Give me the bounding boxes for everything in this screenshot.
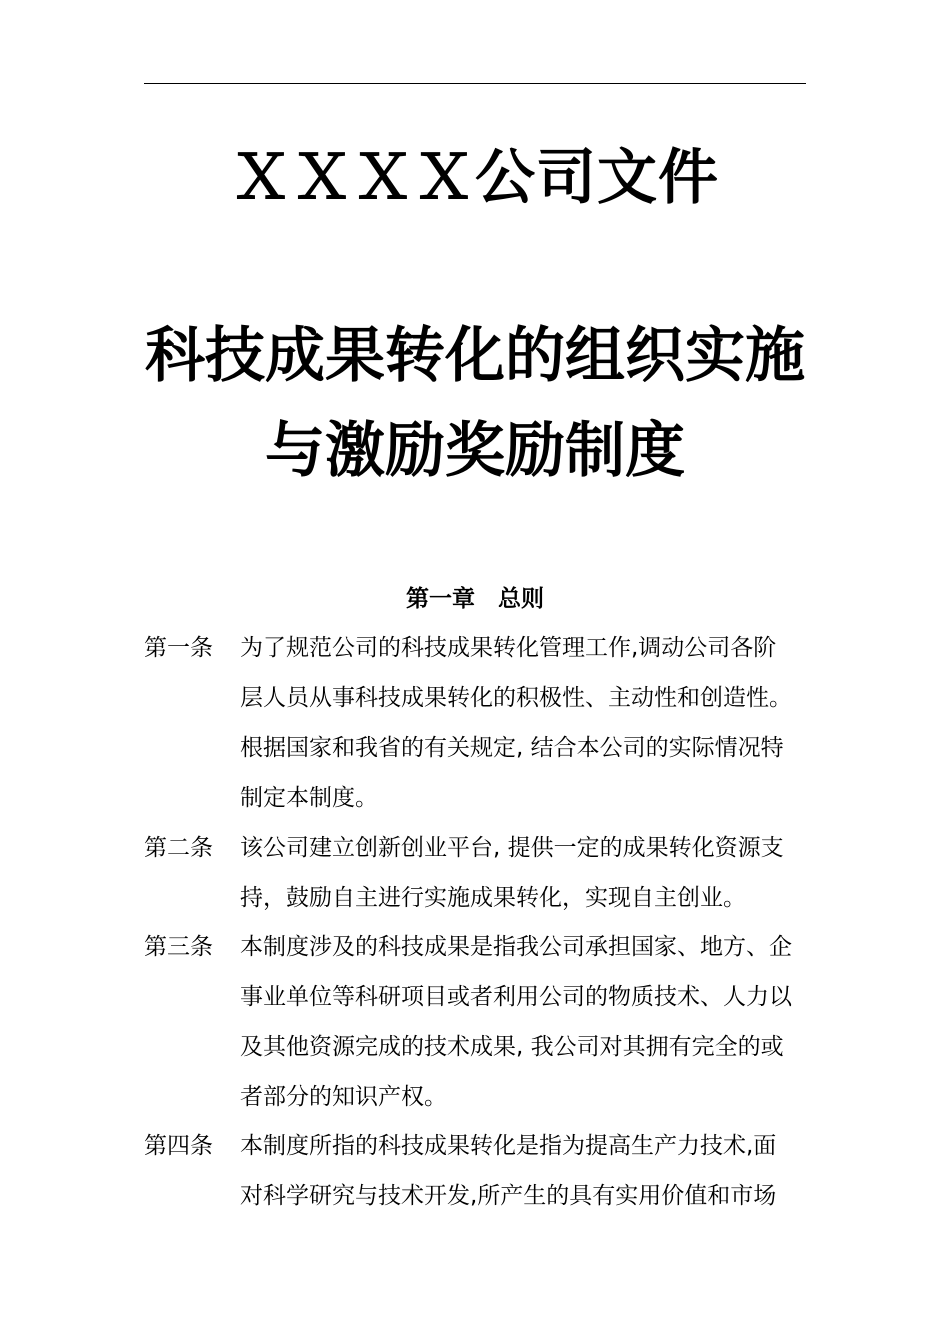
article-label: 第二条: [144, 835, 213, 861]
document-title-line-1: 科技成果转化的组织实施: [145, 321, 805, 391]
article-text-line: 者部分的知识产权。: [240, 1084, 447, 1110]
article-label: 第三条: [144, 934, 213, 960]
article-text-line: 层人员从事科技成果转化的积极性、主动性和创造性。: [240, 685, 792, 711]
article-text-line: 持，鼓励自主进行实施成果转化，实现自主创业。: [240, 885, 746, 911]
chapter-heading: 第一章 总则: [406, 586, 544, 612]
article-text-line: 本制度涉及的科技成果是指我公司承担国家、地方、企: [240, 934, 792, 960]
article-text-line: 根据国家和我省的有关规定, 结合本公司的实际情况特: [240, 735, 784, 761]
article-text-line: 为了规范公司的科技成果转化管理工作,调动公司各阶: [240, 635, 777, 661]
document-title-line-2: 与激励奖励制度: [265, 416, 685, 486]
article-label: 第一条: [144, 635, 213, 661]
article-text-line: 本制度所指的科技成果转化是指为提高生产力技术,面: [240, 1133, 777, 1159]
article-2: [144, 823, 808, 923]
article-text-line: 对科学研究与技术开发,所产生的具有实用价值和市场: [240, 1183, 777, 1209]
article-3: [144, 922, 808, 1122]
article-1: [144, 623, 808, 823]
article-text-line: 及其他资源完成的技术成果, 我公司对其拥有完全的或: [240, 1034, 784, 1060]
article-text-line: 事业单位等科研项目或者利用公司的物质技术、人力以: [240, 984, 792, 1010]
article-label: 第四条: [144, 1133, 213, 1159]
article-4: [144, 1121, 808, 1221]
header-rule: [144, 83, 806, 84]
article-text-line: 该公司建立创新创业平台, 提供一定的成果转化资源支: [240, 835, 784, 861]
company-title: ＸＸＸＸ公司文件: [231, 143, 719, 213]
article-text-line: 制定本制度。: [240, 785, 378, 811]
